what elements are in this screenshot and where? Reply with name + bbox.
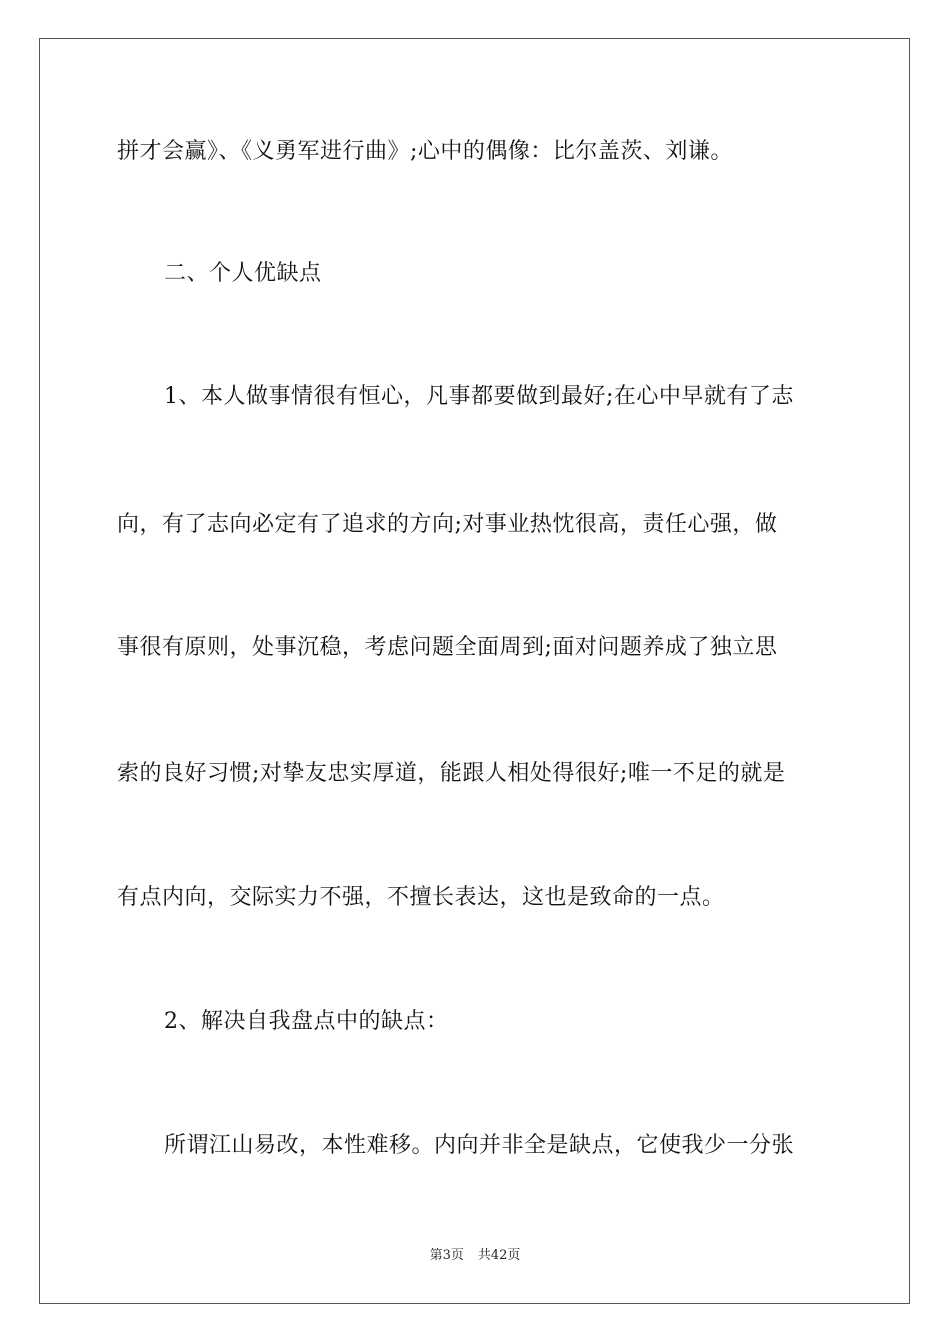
subheading-resolve-weaknesses: 2、解决自我盘点中的缺点： — [164, 1009, 449, 1034]
text-line-4: 向，有了志向必定有了追求的方向;对事业热忱很高，责任心强，做 — [117, 512, 778, 537]
page-number-current: 第3页 — [429, 1248, 464, 1263]
page-footer — [0, 1247, 950, 1265]
section-heading-strengths-weaknesses: 二、个人优缺点 — [164, 261, 322, 286]
page-border — [39, 38, 910, 1304]
text-line-6: 索的良好习惯;对挚友忠实厚道，能跟人相处得很好;唯一不足的就是 — [117, 761, 786, 786]
page-number-total: 共42页 — [477, 1248, 521, 1263]
text-line-7: 有点内向，交际实力不强，不擅长表达，这也是致命的一点。 — [117, 885, 725, 910]
text-line-1: 拼才会赢》、《义勇军进行曲》;心中的偶像：比尔盖茨、刘谦。 — [117, 139, 733, 164]
text-line-3: 1、本人做事情很有恒心，凡事都要做到最好;在心中早就有了志 — [164, 384, 794, 409]
text-line-5: 事很有原则，处事沉稳，考虑问题全面周到;面对问题养成了独立思 — [117, 635, 778, 660]
text-line-9: 所谓江山易改，本性难移。内向并非全是缺点，它使我少一分张 — [164, 1133, 795, 1158]
